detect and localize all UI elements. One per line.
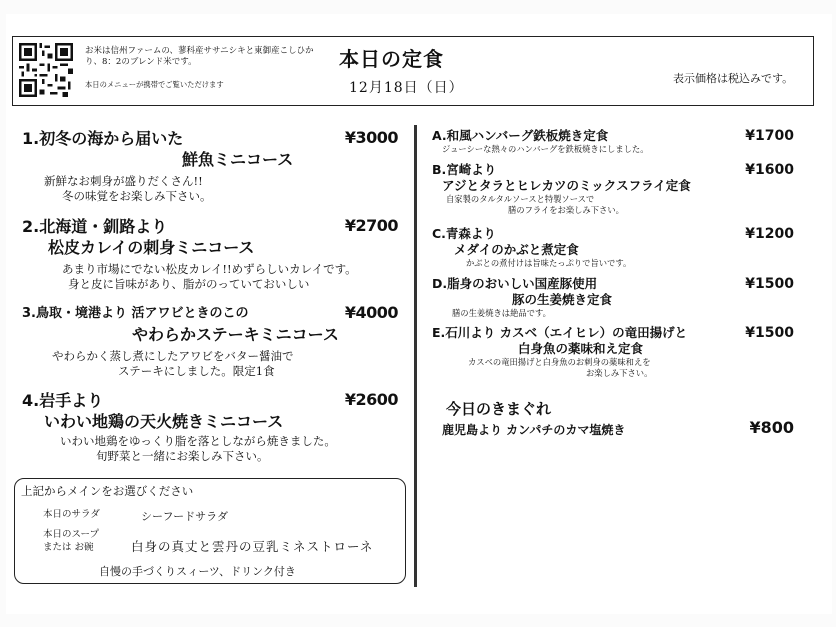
set-meal-name-line2: 豚の生姜焼き定食 <box>512 292 613 307</box>
course-name-line2: やわらかステーキミニコース <box>132 325 339 344</box>
set-meal-desc: 膳の生姜焼きは絶品です。 <box>452 308 551 318</box>
set-meal-price: ¥1500 <box>745 276 794 292</box>
tax-note: 表示価格は税込みです。 <box>673 72 794 85</box>
set-meal-desc: ジューシーな熱々のハンバーグを鉄板焼きにしました。 <box>442 144 649 154</box>
special-price: ¥800 <box>749 418 794 437</box>
course-item-1 <box>22 128 400 204</box>
course-desc-line2: 身と皮に旨味があり、脂がのっていておいしい <box>68 277 310 291</box>
menu-date: 12月18日（日） <box>349 80 464 96</box>
menu-header <box>12 36 814 106</box>
course-desc: やわらかく蒸し煮にしたアワビをバター醤油で <box>52 349 294 363</box>
page-title: 本日の定食 <box>339 47 444 71</box>
course-price: ¥4000 <box>344 303 398 322</box>
set-meal-price: ¥1700 <box>745 128 794 144</box>
selection-footer: 自慢の手づくりスィーツ、ドリンク付き <box>99 565 296 578</box>
salad-value: シーフードサラダ <box>141 510 229 523</box>
course-desc-line2: 冬の味覚をお楽しみ下さい。 <box>62 189 212 203</box>
set-meal-a <box>432 128 796 155</box>
selection-box <box>14 478 406 584</box>
set-meal-name-line2: メダイのかぶと煮定食 <box>454 242 579 257</box>
set-meal-name: D.脂身のおいしい国産豚使用 <box>432 276 598 291</box>
set-meal-desc: 自家製のタルタルソースと特製ソースで <box>446 194 595 204</box>
set-meal-price: ¥1200 <box>745 226 794 242</box>
set-meal-name-line2: アジとタラとヒレカツのミックスフライ定食 <box>442 178 691 193</box>
qr-code-icon[interactable] <box>19 43 73 97</box>
course-price: ¥3000 <box>344 128 398 147</box>
course-price: ¥2700 <box>344 216 398 235</box>
soup-label-alt: または お碗 <box>43 542 94 553</box>
course-item-3 <box>22 303 400 379</box>
course-name: 3.鳥取・境港より 活アワビときのこの <box>22 306 249 321</box>
course-name: 2.北海道・釧路より <box>22 217 168 236</box>
course-name-line2: いわい地鶏の天火焼きミニコース <box>44 412 284 431</box>
mobile-note: 本日のメニューが携帯でご覧いただけます <box>85 80 224 89</box>
selection-title: 上記からメインをお選びください <box>21 484 194 498</box>
set-meal-desc-line2: お楽しみ下さい。 <box>586 368 653 378</box>
course-name-line2: 鮮魚ミニコース <box>182 150 294 169</box>
soup-value: 白身の真丈と雲丹の豆乳ミネストローネ <box>131 539 374 554</box>
special-name: 鹿児島より カンパチのカマ塩焼き <box>442 423 626 437</box>
column-divider <box>414 125 417 587</box>
set-meal-name-line2: 白身魚の薬味和え定食 <box>518 341 644 356</box>
course-item-4 <box>22 390 400 464</box>
set-meal-name: A.和風ハンバーグ鉄板焼き定食 <box>432 128 609 143</box>
course-name: 1.初冬の海から届いた <box>22 129 184 148</box>
salad-label: 本日のサラダ <box>43 509 100 520</box>
set-meal-name: E.石川より カスベ（エイヒレ）の竜田揚げと <box>432 325 688 340</box>
set-meal-name: B.宮崎より <box>432 162 497 177</box>
course-desc: 新鮮なお刺身が盛りだくさん!! <box>44 174 203 188</box>
course-item-2 <box>22 216 400 292</box>
rice-note: お米は信州ファームの、蓼科産ササニシキと東御産こしひかり、8：2のブレンド米です。 <box>85 46 314 67</box>
set-meal-price: ¥1500 <box>745 325 794 341</box>
course-price: ¥2600 <box>344 390 398 409</box>
soup-label: 本日のスープ <box>43 529 100 540</box>
special-heading: 今日のきまぐれ <box>446 400 552 418</box>
set-meal-e <box>432 325 796 379</box>
course-name-line2: 松皮カレイの刺身ミニコース <box>48 238 255 257</box>
daily-special <box>432 398 796 438</box>
course-desc: あまり市場にでない松皮カレイ!!めずらしいカレイです。 <box>62 262 357 276</box>
set-meal-desc-line2: 膳のフライをお楽しみ下さい。 <box>508 205 624 215</box>
course-desc: いわい地鶏をゆっくり脂を落としながら焼きました。 <box>60 434 336 448</box>
course-desc-line2: ステーキにしました。限定1食 <box>118 364 275 378</box>
course-desc-line2: 旬野菜と一緒にお楽しみ下さい。 <box>96 449 269 463</box>
set-meal-b <box>432 162 796 216</box>
set-meal-price: ¥1600 <box>745 162 794 178</box>
set-meal-desc: カスベの竜田揚げと白身魚のお刺身の薬味和えを <box>468 357 651 367</box>
set-meal-d <box>432 276 796 319</box>
course-name: 4.岩手より <box>22 391 104 410</box>
set-meal-name: C.青森より <box>432 226 496 241</box>
set-meal-desc: かぶとの煮付けは旨味たっぷりで旨いです。 <box>466 258 632 268</box>
set-meal-c <box>432 226 796 269</box>
